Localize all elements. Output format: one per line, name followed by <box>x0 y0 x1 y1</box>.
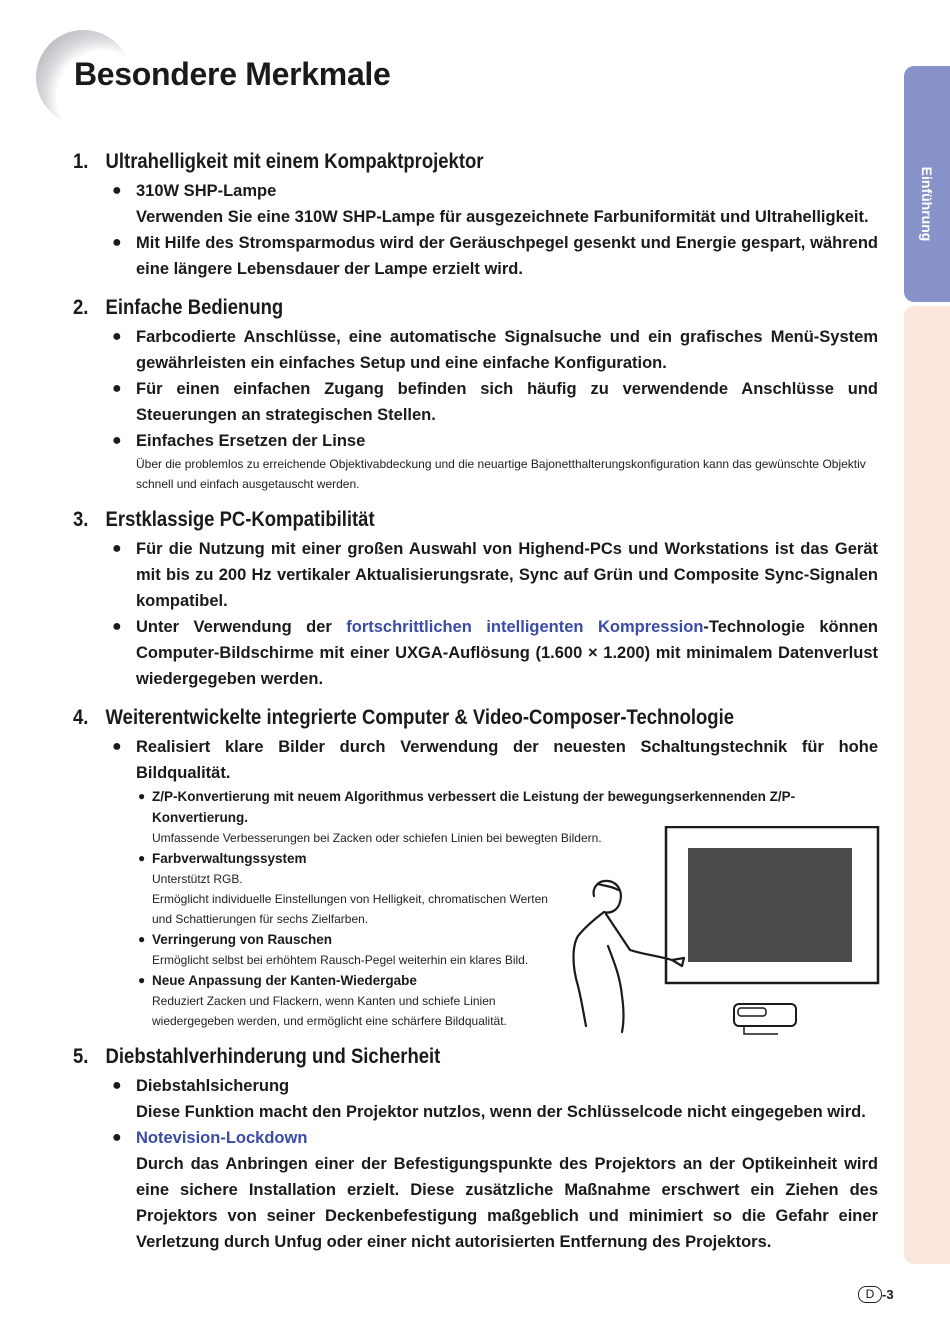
sub-list-item: ● Verringerung von Rauschen Ermöglicht selbst bei erhöhtem Rausch-Pegel weiterhin ein klares Bild. <box>136 929 562 970</box>
list-item: ● Diebstahlsicherung Diese Funktion macht den Projektor nutzlos, wenn der Schlüsselcode nicht eingegeben wird. <box>109 1073 878 1125</box>
section-3 <box>73 508 878 692</box>
bullet-icon: ● <box>112 1129 122 1146</box>
glossary-link[interactable]: Notevision-Lockdown <box>136 1129 308 1147</box>
section-heading: 3. Erstklassige PC-Kompatibilität <box>73 508 375 531</box>
list-item: ● Notevision-Lockdown Durch das Anbringen einer der Befestigungspunkte des Projektors an der Optikeinheit wird eine sichere Installation erzielt. Diese zusätzliche Maßnahme erschwert ein Ziehen des Projektors von seiner Deckenbefestigung maßgeblich und minimiert so die Gefahr einer Verletzung durch Unfug oder einer nicht autorisierten Entfernung des Projektors. <box>109 1125 878 1255</box>
bullet-icon: ● <box>112 738 122 755</box>
bullet-icon: ● <box>138 973 146 987</box>
list-item: ● 310W SHP-Lampe Verwenden Sie eine 310W SHP-Lampe für ausgezeichnete Farbuniformität und Ultrahelligkeit. <box>109 178 878 230</box>
bullet-icon: ● <box>112 540 122 557</box>
section-1 <box>73 150 878 282</box>
bullet-icon: ● <box>138 851 146 865</box>
bullet-icon: ● <box>112 234 122 251</box>
bullet-icon: ● <box>112 618 122 635</box>
section-tab[interactable] <box>904 66 950 302</box>
bullet-icon: ● <box>138 932 146 946</box>
section-heading: 2. Einfache Bedienung <box>73 296 284 319</box>
list-item: ● Für die Nutzung mit einer großen Auswahl von Highend-PCs und Workstations ist das Gerät mit bis zu 200 Hz vertikaler Aktualisierungsrate, Sync auf Grün und Composite Sync-Signalen kompatibel. <box>109 536 878 614</box>
list-item: ● Realisiert klare Bilder durch Verwendung der neuesten Schaltungstechnik für hohe Bildqualität. ● Z/P-Konvertierung mit neuem Algorithmus verbessert die Leistung der bewegungserkennenden Z/P-Konvertierung. Umfassende Verbesserungen bei Zacken oder schiefen Linien bei bewegten Bildern. ● Farbverwaltungssystem Unterstützt RGB. Ermöglicht individuelle Einstellungen von Helligkeit, chromatischen Werten und Schattierungen für sechs Zielfarben. ● Verringerung von Rauschen Ermöglicht selbst bei erhöhtem Rausch-Pegel weiterhin ein klares Bild. ● Neue Anpassung der Kanten-Wiedergabe Reduziert Zacken und Flackern, wenn Kanten und schiefe Linien wiedergegeben werden, und ermöglicht eine schärfere Bildqualität. <box>109 734 878 1031</box>
section-heading: 1. Ultrahelligkeit mit einem Kompaktprojektor <box>73 150 484 173</box>
projected-image <box>688 848 852 962</box>
bullet-icon: ● <box>112 380 122 397</box>
section-heading: 4. Weiterentwickelte integrierte Computer & Video-Composer-Technologie <box>73 706 734 729</box>
section-2 <box>73 296 878 494</box>
page-number: D -3 <box>858 1286 894 1303</box>
bullet-icon: ● <box>112 182 122 199</box>
language-badge: D <box>858 1286 882 1303</box>
bullet-icon: ● <box>112 432 122 449</box>
page-title: Besondere Merkmale <box>74 56 391 92</box>
projector-device <box>734 1004 796 1034</box>
list-item: ● Unter Verwendung der fortschrittlichen intelligenten Kompression-Technologie können Computer-Bildschirme mit einer UXGA-Auflösung (1.600 × 1.200) mit minimalem Datenverlust wiedergegeben werden. <box>109 614 878 692</box>
section-5 <box>73 1045 878 1255</box>
list-item: ● Einfaches Ersetzen der Linse Über die problemlos zu erreichende Objektivabdeckung und die neuartige Bajonetthalterungskonfiguration kann das gewünschte Objektiv schnell und einfach ausgetauscht werden. <box>109 428 878 494</box>
sub-list-item: ● Farbverwaltungssystem Unterstützt RGB. Ermöglicht individuelle Einstellungen von Helligkeit, chromatischen Werten und Schattierungen für sechs Zielfarben. <box>136 848 562 929</box>
glossary-link[interactable]: fortschrittlichen intelligenten Kompression <box>346 618 704 636</box>
side-strip <box>904 306 950 1264</box>
projector-illustration <box>568 826 884 1038</box>
list-item: ● Farbcodierte Anschlüsse, eine automatische Signalsuche und ein grafisches Menü-System gewährleisten ein einfaches Setup und eine einfache Konfiguration. <box>109 324 878 376</box>
list-item: ● Mit Hilfe des Stromsparmodus wird der Geräuschpegel gesenkt und Energie gespart, während eine längere Lebensdauer der Lampe erzielt wird. <box>109 230 878 282</box>
feature-list <box>73 150 878 1269</box>
section-tab-label: Einführung <box>919 166 935 242</box>
section-heading: 5. Diebstahlverhinderung und Sicherheit <box>73 1045 441 1068</box>
bullet-icon: ● <box>112 328 122 345</box>
list-item: ● Für einen einfachen Zugang befinden sich häufig zu verwendende Anschlüsse und Steuerungen an strategischen Stellen. <box>109 376 878 428</box>
bullet-icon: ● <box>138 789 146 803</box>
bullet-icon: ● <box>112 1077 122 1094</box>
sub-list-item: ● Z/P-Konvertierung mit neuem Algorithmus verbessert die Leistung der bewegungserkennenden Z/P-Konvertierung. Umfassende Verbesserungen bei Zacken oder schiefen Linien bei bewegten Bildern. <box>136 786 878 848</box>
sub-list-item: ● Neue Anpassung der Kanten-Wiedergabe Reduziert Zacken und Flackern, wenn Kanten und schiefe Linien wiedergegeben werden, und ermöglicht eine schärfere Bildqualität. <box>136 970 562 1031</box>
